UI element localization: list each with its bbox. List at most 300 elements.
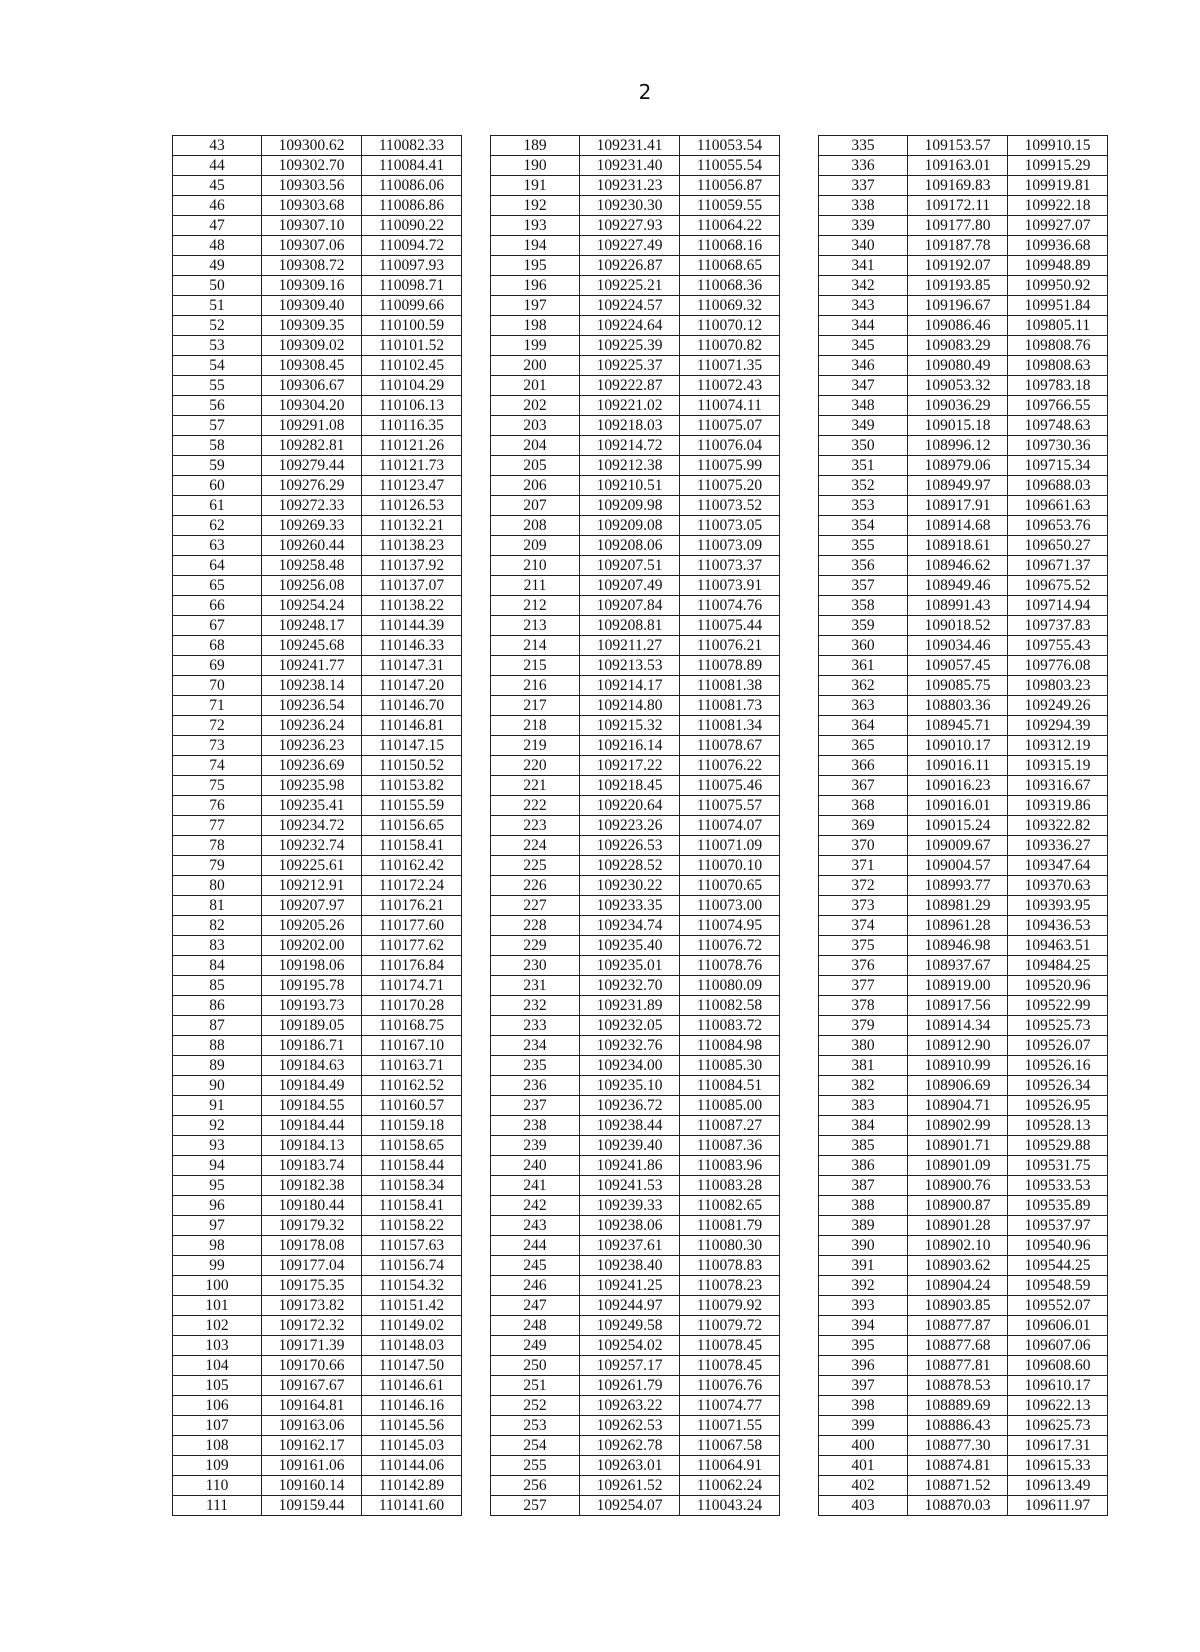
point-number-cell: 362 [819,676,908,696]
y-coordinate-cell: 110075.44 [680,616,780,636]
x-coordinate-cell: 109196.67 [908,296,1008,316]
y-coordinate-cell: 110145.03 [362,1436,462,1456]
table-row [173,996,462,1016]
x-coordinate-cell: 109207.51 [580,556,680,576]
point-number-cell: 403 [819,1496,908,1516]
x-coordinate-cell: 109234.00 [580,1056,680,1076]
y-coordinate-cell: 109625.73 [1008,1416,1108,1436]
point-number-cell: 388 [819,1196,908,1216]
point-number-cell: 391 [819,1256,908,1276]
x-coordinate-cell: 109272.33 [262,496,362,516]
x-coordinate-cell: 109016.11 [908,756,1008,776]
y-coordinate-cell: 110154.32 [362,1276,462,1296]
point-number-cell: 399 [819,1416,908,1436]
table-row [819,576,1108,596]
table-row [819,676,1108,696]
y-coordinate-cell: 110073.52 [680,496,780,516]
table-row [173,376,462,396]
x-coordinate-cell: 109172.32 [262,1316,362,1336]
y-coordinate-cell: 110144.06 [362,1456,462,1476]
y-coordinate-cell: 110156.74 [362,1256,462,1276]
x-coordinate-cell: 109308.72 [262,256,362,276]
y-coordinate-cell: 110076.72 [680,936,780,956]
table-row [819,936,1108,956]
table-row [819,1496,1108,1516]
point-number-cell: 45 [173,176,262,196]
y-coordinate-cell: 109544.25 [1008,1256,1108,1276]
x-coordinate-cell: 109034.46 [908,636,1008,656]
y-coordinate-cell: 109322.82 [1008,816,1108,836]
y-coordinate-cell: 110085.30 [680,1056,780,1076]
y-coordinate-cell: 110137.92 [362,556,462,576]
table-row [491,976,780,996]
table-row [819,816,1108,836]
y-coordinate-cell: 110163.71 [362,1056,462,1076]
x-coordinate-cell: 109262.78 [580,1436,680,1456]
y-coordinate-cell: 109526.16 [1008,1056,1108,1076]
table-row [491,776,780,796]
y-coordinate-cell: 109910.15 [1008,136,1108,156]
x-coordinate-cell: 108901.71 [908,1136,1008,1156]
point-number-cell: 368 [819,796,908,816]
x-coordinate-cell: 109306.67 [262,376,362,396]
y-coordinate-cell: 110068.16 [680,236,780,256]
x-coordinate-cell: 109198.06 [262,956,362,976]
table-row [173,516,462,536]
x-coordinate-cell: 109232.05 [580,1016,680,1036]
point-number-cell: 208 [491,516,580,536]
table-row [491,736,780,756]
point-number-cell: 59 [173,456,262,476]
x-coordinate-cell: 109309.16 [262,276,362,296]
y-coordinate-cell: 110082.33 [362,136,462,156]
x-coordinate-cell: 108917.91 [908,496,1008,516]
x-coordinate-cell: 109235.10 [580,1076,680,1096]
point-number-cell: 215 [491,656,580,676]
point-number-cell: 352 [819,476,908,496]
table-row [819,856,1108,876]
table-row [173,696,462,716]
point-number-cell: 250 [491,1356,580,1376]
table-row [173,1296,462,1316]
x-coordinate-cell: 109218.03 [580,416,680,436]
table-row [491,376,780,396]
table-row [491,196,780,216]
x-coordinate-cell: 108946.62 [908,556,1008,576]
x-coordinate-cell: 109309.40 [262,296,362,316]
y-coordinate-cell: 110078.23 [680,1276,780,1296]
x-coordinate-cell: 109241.77 [262,656,362,676]
table-row [173,1256,462,1276]
x-coordinate-cell: 109238.40 [580,1256,680,1276]
y-coordinate-cell: 110149.02 [362,1316,462,1336]
table-row [173,1396,462,1416]
point-number-cell: 218 [491,716,580,736]
table-row [491,1436,780,1456]
x-coordinate-cell: 108901.28 [908,1216,1008,1236]
y-coordinate-cell: 110101.52 [362,336,462,356]
y-coordinate-cell: 110162.42 [362,856,462,876]
y-coordinate-cell: 110055.54 [680,156,780,176]
x-coordinate-cell: 109231.89 [580,996,680,1016]
table-row [819,1456,1108,1476]
x-coordinate-cell: 109263.22 [580,1396,680,1416]
point-number-cell: 79 [173,856,262,876]
table-row [491,256,780,276]
point-number-cell: 96 [173,1196,262,1216]
point-number-cell: 52 [173,316,262,336]
point-number-cell: 102 [173,1316,262,1336]
y-coordinate-cell: 110071.09 [680,836,780,856]
x-coordinate-cell: 109195.78 [262,976,362,996]
x-coordinate-cell: 109010.17 [908,736,1008,756]
point-number-cell: 338 [819,196,908,216]
x-coordinate-cell: 109224.64 [580,316,680,336]
table-row [819,1436,1108,1456]
x-coordinate-cell: 109225.61 [262,856,362,876]
table-row [173,896,462,916]
table-row [491,796,780,816]
y-coordinate-cell: 110147.50 [362,1356,462,1376]
table-row [491,656,780,676]
point-number-cell: 373 [819,896,908,916]
x-coordinate-cell: 109016.23 [908,776,1008,796]
y-coordinate-cell: 110104.29 [362,376,462,396]
y-coordinate-cell: 109520.96 [1008,976,1108,996]
point-number-cell: 99 [173,1256,262,1276]
table-row [819,316,1108,336]
y-coordinate-cell: 110075.99 [680,456,780,476]
table-row [173,236,462,256]
x-coordinate-cell: 109303.56 [262,176,362,196]
table-row [173,916,462,936]
point-number-cell: 256 [491,1476,580,1496]
point-number-cell: 340 [819,236,908,256]
x-coordinate-cell: 109257.17 [580,1356,680,1376]
y-coordinate-cell: 109526.34 [1008,1076,1108,1096]
table-row [819,976,1108,996]
table-row [819,996,1108,1016]
table-row [491,456,780,476]
point-number-cell: 249 [491,1336,580,1356]
point-number-cell: 206 [491,476,580,496]
y-coordinate-cell: 110158.34 [362,1176,462,1196]
x-coordinate-cell: 108877.30 [908,1436,1008,1456]
x-coordinate-cell: 109179.32 [262,1216,362,1236]
y-coordinate-cell: 110138.22 [362,596,462,616]
table-row [173,1496,462,1516]
point-number-cell: 231 [491,976,580,996]
table-row [819,736,1108,756]
y-coordinate-cell: 110094.72 [362,236,462,256]
y-coordinate-cell: 109951.84 [1008,296,1108,316]
point-number-cell: 109 [173,1456,262,1476]
y-coordinate-cell: 110167.10 [362,1036,462,1056]
y-coordinate-cell: 110074.11 [680,396,780,416]
table-row [819,1076,1108,1096]
table-row [819,416,1108,436]
x-coordinate-cell: 109263.01 [580,1456,680,1476]
table-row [491,1216,780,1236]
table-row [819,716,1108,736]
table-row [173,156,462,176]
point-number-cell: 336 [819,156,908,176]
y-coordinate-cell: 110162.52 [362,1076,462,1096]
y-coordinate-cell: 109922.18 [1008,196,1108,216]
y-coordinate-cell: 109776.08 [1008,656,1108,676]
table-row [173,636,462,656]
table-row [491,1076,780,1096]
point-number-cell: 207 [491,496,580,516]
y-coordinate-cell: 109737.83 [1008,616,1108,636]
x-coordinate-cell: 109302.70 [262,156,362,176]
y-coordinate-cell: 110087.36 [680,1136,780,1156]
x-coordinate-cell: 108937.67 [908,956,1008,976]
table-row [173,336,462,356]
table-row [819,1176,1108,1196]
y-coordinate-cell: 110070.12 [680,316,780,336]
table-row [173,496,462,516]
x-coordinate-cell: 109234.72 [262,816,362,836]
table-row [491,1116,780,1136]
x-coordinate-cell: 109159.44 [262,1496,362,1516]
x-coordinate-cell: 109177.80 [908,216,1008,236]
x-coordinate-cell: 109207.97 [262,896,362,916]
y-coordinate-cell: 109615.33 [1008,1456,1108,1476]
x-coordinate-cell: 109231.23 [580,176,680,196]
y-coordinate-cell: 110090.22 [362,216,462,236]
point-number-cell: 344 [819,316,908,336]
x-coordinate-cell: 109222.87 [580,376,680,396]
table-row [491,1056,780,1076]
x-coordinate-cell: 109009.67 [908,836,1008,856]
point-number-cell: 51 [173,296,262,316]
y-coordinate-cell: 110075.20 [680,476,780,496]
table-row [491,1356,780,1376]
point-number-cell: 370 [819,836,908,856]
x-coordinate-cell: 109234.74 [580,916,680,936]
x-coordinate-cell: 109232.70 [580,976,680,996]
table-row [819,836,1108,856]
point-number-cell: 234 [491,1036,580,1056]
table-row [173,936,462,956]
point-number-cell: 228 [491,916,580,936]
point-number-cell: 108 [173,1436,262,1456]
point-number-cell: 55 [173,376,262,396]
x-coordinate-cell: 109205.26 [262,916,362,936]
point-number-cell: 363 [819,696,908,716]
table-row [491,996,780,1016]
x-coordinate-cell: 109231.41 [580,136,680,156]
table-row [173,1076,462,1096]
table-row [819,756,1108,776]
y-coordinate-cell: 109688.03 [1008,476,1108,496]
table-row [491,276,780,296]
table-row [491,1396,780,1416]
x-coordinate-cell: 109184.13 [262,1136,362,1156]
table-row [173,716,462,736]
x-coordinate-cell: 109235.01 [580,956,680,976]
x-coordinate-cell: 109262.53 [580,1416,680,1436]
point-number-cell: 369 [819,816,908,836]
x-coordinate-cell: 109303.68 [262,196,362,216]
x-coordinate-cell: 109171.39 [262,1336,362,1356]
x-coordinate-cell: 109210.51 [580,476,680,496]
y-coordinate-cell: 110174.71 [362,976,462,996]
point-number-cell: 224 [491,836,580,856]
table-row [173,1336,462,1356]
table-row [819,1396,1108,1416]
y-coordinate-cell: 110151.42 [362,1296,462,1316]
x-coordinate-cell: 109164.81 [262,1396,362,1416]
x-coordinate-cell: 108904.71 [908,1096,1008,1116]
y-coordinate-cell: 110078.89 [680,656,780,676]
table-row [173,956,462,976]
table-row [819,476,1108,496]
y-coordinate-cell: 109950.92 [1008,276,1108,296]
point-number-cell: 335 [819,136,908,156]
point-number-cell: 43 [173,136,262,156]
point-number-cell: 358 [819,596,908,616]
y-coordinate-cell: 110073.05 [680,516,780,536]
table-row [819,916,1108,936]
table-row [491,1416,780,1436]
point-number-cell: 220 [491,756,580,776]
y-coordinate-cell: 109650.27 [1008,536,1108,556]
point-number-cell: 245 [491,1256,580,1276]
y-coordinate-cell: 110147.15 [362,736,462,756]
x-coordinate-cell: 109254.24 [262,596,362,616]
table-row [819,456,1108,476]
y-coordinate-cell: 110076.21 [680,636,780,656]
x-coordinate-cell: 109309.02 [262,336,362,356]
y-coordinate-cell: 109915.29 [1008,156,1108,176]
y-coordinate-cell: 110121.26 [362,436,462,456]
x-coordinate-cell: 108877.81 [908,1356,1008,1376]
point-number-cell: 386 [819,1156,908,1176]
y-coordinate-cell: 109533.53 [1008,1176,1108,1196]
y-coordinate-cell: 110168.75 [362,1016,462,1036]
table-row [491,676,780,696]
table-row [819,256,1108,276]
table-row [491,516,780,536]
point-number-cell: 197 [491,296,580,316]
x-coordinate-cell: 109211.27 [580,636,680,656]
y-coordinate-cell: 110074.76 [680,596,780,616]
y-coordinate-cell: 110056.87 [680,176,780,196]
point-number-cell: 355 [819,536,908,556]
point-number-cell: 385 [819,1136,908,1156]
table-row [819,1376,1108,1396]
y-coordinate-cell: 110137.07 [362,576,462,596]
point-number-cell: 212 [491,596,580,616]
y-coordinate-cell: 110144.39 [362,616,462,636]
x-coordinate-cell: 109083.29 [908,336,1008,356]
x-coordinate-cell: 109282.81 [262,436,362,456]
table-row [491,536,780,556]
table-row [491,236,780,256]
table-row [819,436,1108,456]
x-coordinate-cell: 109261.79 [580,1376,680,1396]
point-number-cell: 375 [819,936,908,956]
table-row [819,1116,1108,1136]
coordinate-table-2 [490,135,780,1516]
table-row [491,1256,780,1276]
table-row [819,1136,1108,1156]
table-row [173,1376,462,1396]
y-coordinate-cell: 110068.65 [680,256,780,276]
table-row [491,716,780,736]
y-coordinate-cell: 109312.19 [1008,736,1108,756]
x-coordinate-cell: 109248.17 [262,616,362,636]
y-coordinate-cell: 110121.73 [362,456,462,476]
x-coordinate-cell: 109231.40 [580,156,680,176]
table-row [491,576,780,596]
x-coordinate-cell: 109300.62 [262,136,362,156]
point-number-cell: 66 [173,596,262,616]
table-row [491,316,780,336]
x-coordinate-cell: 109241.53 [580,1176,680,1196]
x-coordinate-cell: 109184.55 [262,1096,362,1116]
table-row [491,436,780,456]
y-coordinate-cell: 110147.20 [362,676,462,696]
y-coordinate-cell: 109608.60 [1008,1356,1108,1376]
table-row [819,776,1108,796]
table-row [173,576,462,596]
x-coordinate-cell: 109053.32 [908,376,1008,396]
table-row [819,496,1108,516]
table-row [491,876,780,896]
table-row [173,536,462,556]
table-row [173,616,462,636]
table-row [819,1236,1108,1256]
y-coordinate-cell: 109783.18 [1008,376,1108,396]
y-coordinate-cell: 110146.16 [362,1396,462,1416]
point-number-cell: 74 [173,756,262,776]
x-coordinate-cell: 109187.78 [908,236,1008,256]
x-coordinate-cell: 108906.69 [908,1076,1008,1096]
table-row [173,456,462,476]
y-coordinate-cell: 110158.41 [362,836,462,856]
point-number-cell: 400 [819,1436,908,1456]
point-number-cell: 195 [491,256,580,276]
table-row [173,736,462,756]
x-coordinate-cell: 109167.67 [262,1376,362,1396]
point-number-cell: 71 [173,696,262,716]
y-coordinate-cell: 110076.04 [680,436,780,456]
y-coordinate-cell: 110081.73 [680,696,780,716]
point-number-cell: 62 [173,516,262,536]
y-coordinate-cell: 110146.33 [362,636,462,656]
x-coordinate-cell: 109209.98 [580,496,680,516]
table-row [819,1196,1108,1216]
y-coordinate-cell: 110076.76 [680,1376,780,1396]
y-coordinate-cell: 110079.92 [680,1296,780,1316]
y-coordinate-cell: 110084.51 [680,1076,780,1096]
x-coordinate-cell: 109160.14 [262,1476,362,1496]
point-number-cell: 57 [173,416,262,436]
point-number-cell: 237 [491,1096,580,1116]
y-coordinate-cell: 110176.21 [362,896,462,916]
x-coordinate-cell: 108803.36 [908,696,1008,716]
y-coordinate-cell: 109919.81 [1008,176,1108,196]
table-row [819,1216,1108,1236]
table-row [491,496,780,516]
point-number-cell: 94 [173,1156,262,1176]
y-coordinate-cell: 109808.76 [1008,336,1108,356]
x-coordinate-cell: 109180.44 [262,1196,362,1216]
table-row [173,856,462,876]
